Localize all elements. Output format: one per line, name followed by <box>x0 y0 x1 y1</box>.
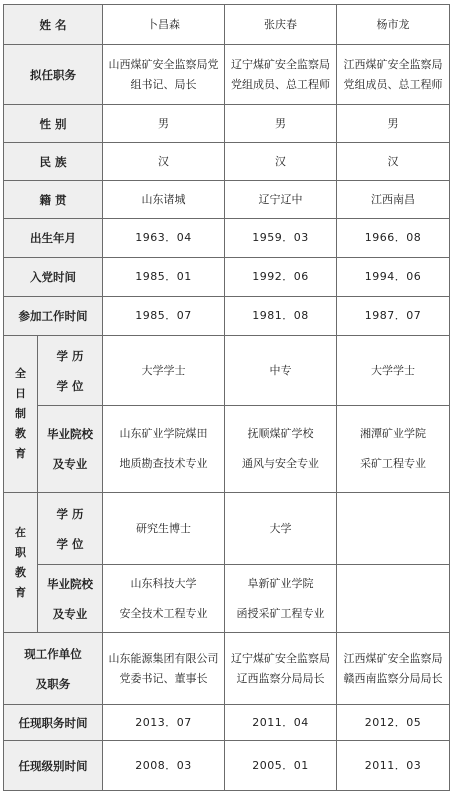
label-line: 及职务 <box>35 676 71 691</box>
ethnicity-row <box>4 143 450 181</box>
post-since-label: 任现职务时间 <box>4 705 103 741</box>
birth-row <box>4 219 450 258</box>
cell-line: 辽宁煤矿安全监察局 <box>231 57 331 71</box>
label-line: 学 位 <box>56 536 84 551</box>
ethnicity-label: 民 族 <box>4 143 103 181</box>
cell-line: 函授采矿工程专业 <box>236 606 325 620</box>
rank-since-cell: 2011．03 <box>337 741 450 791</box>
inservice-degree-label <box>38 493 103 565</box>
label-line: 及专业 <box>52 457 88 471</box>
cell-line: 山东矿业学院煤田 <box>119 427 208 440</box>
vertical-char: 教 <box>15 565 26 579</box>
proposed-post-label: 拟任职务 <box>4 45 103 105</box>
inservice-degree-cell <box>337 493 450 565</box>
inservice-degree-cell: 大学 <box>225 493 337 565</box>
cell-line: 山东能源集团有限公司 <box>108 651 219 665</box>
current-post-cell <box>103 633 225 705</box>
fulltime-school-cell <box>103 406 225 493</box>
fulltime-school-cell <box>225 406 337 493</box>
fulltime-degree-cell: 大学学士 <box>103 336 225 406</box>
party-join-label: 入党时间 <box>4 258 103 297</box>
work-start-row <box>4 297 450 336</box>
ethnicity-cell: 汉 <box>103 143 225 181</box>
cell-line: 党组成员、总工程师 <box>343 77 443 91</box>
inservice-degree-row <box>4 493 450 565</box>
cell-line: 采矿工程专业 <box>360 457 427 470</box>
fulltime-degree-cell: 中专 <box>225 336 337 406</box>
candidate-name: 卜昌森 <box>103 5 225 45</box>
current-post-cell <box>337 633 450 705</box>
post-since-cell: 2012．05 <box>337 705 450 741</box>
cell-line: 党委书记、董事长 <box>119 671 208 685</box>
cell-line: 江西煤矿安全监察局 <box>343 57 443 71</box>
candidate-table <box>3 4 450 791</box>
gender-cell: 男 <box>337 105 450 143</box>
native-place-cell: 江西南昌 <box>337 181 450 219</box>
inservice-school-cell <box>103 565 225 633</box>
cell-line: 组书记、局长 <box>130 77 197 91</box>
current-post-row <box>4 633 450 705</box>
fulltime-degree-row <box>4 336 450 406</box>
fulltime-degree-cell: 大学学士 <box>337 336 450 406</box>
rank-since-row <box>4 741 450 791</box>
work-start-cell: 1981．08 <box>225 297 337 336</box>
proposed-post-cell <box>225 45 337 105</box>
cell-line: 山东科技大学 <box>130 576 197 590</box>
proposed-post-cell <box>337 45 450 105</box>
native-place-cell: 山东诸城 <box>103 181 225 219</box>
ethnicity-cell: 汉 <box>337 143 450 181</box>
inservice-school-cell <box>225 565 337 633</box>
label-line: 毕业院校 <box>47 576 93 591</box>
party-join-cell: 1992．06 <box>225 258 337 297</box>
current-post-cell <box>225 633 337 705</box>
inservice-degree-cell: 研究生博士 <box>103 493 225 565</box>
cell-line: 山西煤矿安全监察局党 <box>108 57 219 71</box>
cell-line: 辽西监察分局局长 <box>236 671 325 685</box>
work-start-label: 参加工作时间 <box>4 297 103 336</box>
post-since-cell: 2011．04 <box>225 705 337 741</box>
vertical-char: 在 <box>15 525 26 539</box>
vertical-char: 教 <box>15 427 26 440</box>
gender-label: 性 别 <box>4 105 103 143</box>
label-line: 学 历 <box>56 348 84 363</box>
rank-since-cell: 2008．03 <box>103 741 225 791</box>
work-start-cell: 1987．07 <box>337 297 450 336</box>
proposed-post-row <box>4 45 450 105</box>
rank-since-cell: 2005．01 <box>225 741 337 791</box>
gender-cell: 男 <box>225 105 337 143</box>
birth-cell: 1966．08 <box>337 219 450 258</box>
post-since-cell: 2013．07 <box>103 705 225 741</box>
native-place-cell: 辽宁辽中 <box>225 181 337 219</box>
cell-line: 安全技术工程专业 <box>119 606 208 620</box>
work-start-cell: 1985．07 <box>103 297 225 336</box>
label-line: 及专业 <box>52 606 88 621</box>
vertical-char: 日 <box>15 387 26 400</box>
cell-line: 地质勘查技术专业 <box>119 457 208 470</box>
vertical-char: 制 <box>15 407 26 420</box>
native-place-label: 籍 贯 <box>4 181 103 219</box>
birth-label: 出生年月 <box>4 219 103 258</box>
birth-cell: 1963．04 <box>103 219 225 258</box>
cell-line: 通风与安全专业 <box>242 457 320 470</box>
name-header-label: 姓 名 <box>4 5 103 45</box>
proposed-post-cell <box>103 45 225 105</box>
cell-line: 湘潭矿业学院 <box>360 427 427 440</box>
post-since-row <box>4 705 450 741</box>
current-post-label <box>4 633 103 705</box>
gender-row <box>4 105 450 143</box>
inservice-education-label <box>4 493 38 633</box>
native-place-row <box>4 181 450 219</box>
label-line: 学 历 <box>56 506 84 521</box>
vertical-char: 育 <box>15 447 26 460</box>
party-join-row <box>4 258 450 297</box>
fulltime-education-label <box>4 336 38 493</box>
inservice-school-row <box>4 565 450 633</box>
inservice-school-label <box>38 565 103 633</box>
candidate-name: 张庆春 <box>225 5 337 45</box>
ethnicity-cell: 汉 <box>225 143 337 181</box>
party-join-cell: 1994．06 <box>337 258 450 297</box>
fulltime-school-row <box>4 406 450 493</box>
header-row <box>4 5 450 45</box>
vertical-char: 育 <box>15 585 26 599</box>
rank-since-label: 任现级别时间 <box>4 741 103 791</box>
inservice-school-cell <box>337 565 450 633</box>
fulltime-school-cell <box>337 406 450 493</box>
birth-cell: 1959．03 <box>225 219 337 258</box>
vertical-char: 全 <box>15 367 26 380</box>
fulltime-school-label <box>38 406 103 493</box>
gender-cell: 男 <box>103 105 225 143</box>
cell-line: 江西煤矿安全监察局 <box>343 651 443 665</box>
cell-line: 党组成员、总工程师 <box>231 77 331 91</box>
label-line: 现工作单位 <box>24 646 82 661</box>
label-line: 学 位 <box>56 378 84 393</box>
label-line: 毕业院校 <box>47 427 93 441</box>
cell-line: 抚顺煤矿学校 <box>247 427 314 440</box>
vertical-char: 职 <box>15 545 26 559</box>
fulltime-degree-label <box>38 336 103 406</box>
cell-line: 赣西南监察分局局长 <box>343 671 443 685</box>
candidate-name: 杨市龙 <box>337 5 450 45</box>
cell-line: 阜新矿业学院 <box>247 576 314 590</box>
party-join-cell: 1985．01 <box>103 258 225 297</box>
cell-line: 辽宁煤矿安全监察局 <box>231 651 331 665</box>
